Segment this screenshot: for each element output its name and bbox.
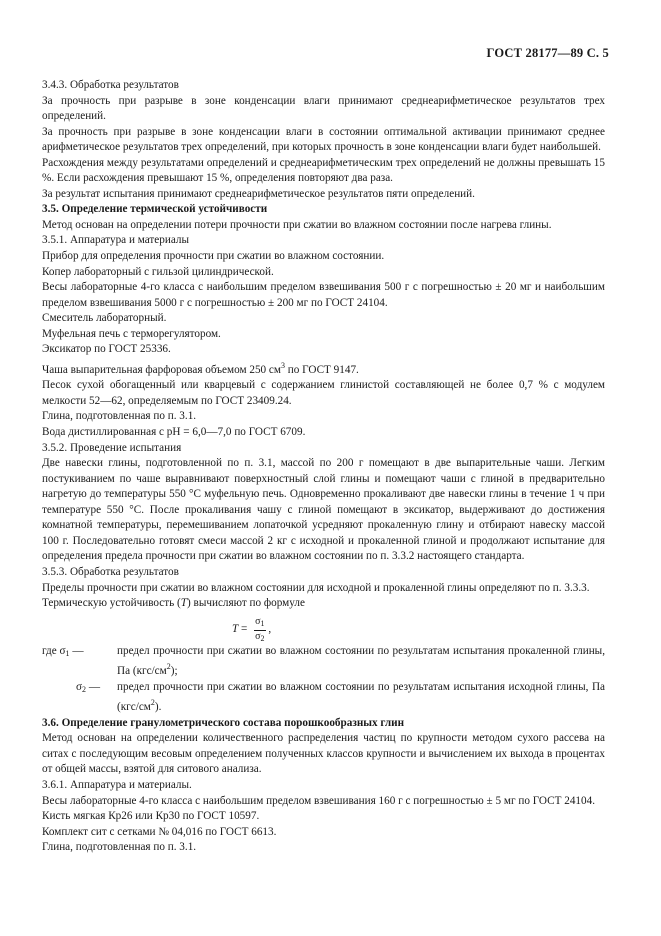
definition-row — [42, 680, 605, 716]
superscript: 2 — [150, 698, 155, 708]
definition-text — [117, 680, 605, 716]
list-item: Весы лабораторные 4-го класса с наибольшим пределом взвешивания 500 г с погрешностью ± 20 мг и наибольшим пределом взвешивания 5000 г с погрешностью ± 200 мг по ГОСТ 24104. — [42, 281, 605, 309]
list-item: Песок сухой обогащенный или кварцевый с содержанием глинистой составляющей не более 0,7 % с модулем мелкости 52—62, определяемым по ГОСТ 23409.24. — [42, 379, 605, 407]
text: Чаша выпарительная фарфоровая объемом 250 см — [42, 363, 281, 376]
text: по ГОСТ 9147. — [284, 363, 359, 376]
list-item — [42, 358, 605, 379]
paragraph: Две навески глины, подготовленной по п. 3.1, массой по 200 г помещают в две выпарительные чаши. Легким постукиванием по чаше выравнивают поверхностный слой глины и помещают чаши с глиной в предварительно нагретую до температуры 550 °C муфельную печь. Одновременно прокаливают две навески глины в течение 1 ч при температуре 550 °C. После прокаливания чашу с глиной помещают в эксикатор, выдерживают до достижения комнатной температуры, перемешиванием лопаточкой усредняют прокаленную глину и отбирают навеску массой 100 г. Последовательно готовят смеси массой 2 кг с исходной и прокаленной глиной и продолжают испытание для определения предела прочности при сжатии во влажном состоянии по п. 3.3.2 настоящего стандарта. — [42, 457, 605, 563]
paragraph: Метод основан на определении потери прочности при сжатии во влажном состоянии после нагрева глины. — [42, 218, 552, 231]
subsection-3-5-3: 3.5.3. Обработка результатов — [42, 565, 179, 578]
formula-lhs: T — [232, 623, 239, 636]
definition-label — [42, 644, 117, 680]
formula-expression — [232, 616, 271, 645]
text: σ — [76, 680, 83, 693]
paragraph: Метод основан на определении количественного распределения частиц по крупности методом сухого рассева на ситах с последующим весовым определением полученных классов крупности и вычислением их выхода в процентах от общей массы, взятой для ситового анализа. — [42, 732, 605, 776]
text: — — [86, 680, 101, 693]
formula — [42, 612, 605, 644]
subsection-3-5-2: 3.5.2. Проведение испытания — [42, 441, 182, 454]
subscript: 1 — [260, 618, 265, 628]
text: ) вычисляют по формуле — [187, 597, 305, 610]
formula-denominator — [255, 631, 264, 645]
section-heading-3-6: 3.6. Определение гранулометрического состава порошкообразных глин — [42, 716, 405, 729]
subsection-3-4-3: 3.4.3. Обработка результатов — [42, 79, 179, 91]
list-item: Смеситель лабораторный. — [42, 312, 167, 325]
list-item: Муфельная печь с терморегулятором. — [42, 327, 221, 340]
list-item: Кисть мягкая Кр26 или Кр30 по ГОСТ 10597. — [42, 810, 260, 823]
section-heading-3-5: 3.5. Определение термической устойчивости — [42, 203, 268, 216]
subscript: 2 — [260, 633, 265, 643]
formula-equals: = — [238, 623, 251, 636]
text: ). — [154, 701, 162, 714]
definition-text — [117, 644, 605, 680]
list-item: Вода дистиллированная с pH = 6,0—7,0 по ГОСТ 6709. — [42, 426, 306, 439]
definition-row — [42, 644, 605, 680]
text: где σ — [42, 644, 66, 657]
text: ); — [170, 665, 178, 678]
sigma: σ — [255, 615, 261, 627]
paragraph: Пределы прочности при сжатии во влажном состоянии для исходной и прокаленной глины определяют по п. 3.3.3. — [42, 581, 590, 594]
subsection-3-6-1: 3.6.1. Аппаратура и материалы. — [42, 778, 192, 791]
list-item: Копер лабораторный с гильзой цилиндрической. — [42, 265, 274, 278]
superscript: 2 — [166, 662, 171, 672]
page-header: ГОСТ 28177—89 С. 5 — [486, 46, 609, 60]
sigma: σ — [255, 630, 261, 642]
formula-numerator — [254, 616, 265, 631]
list-item: Эксикатор по ГОСТ 25336. — [42, 343, 171, 356]
subscript: 2 — [82, 684, 87, 694]
formula-comma: , — [265, 623, 272, 636]
paragraph: За результат испытания принимают среднеарифметическое результатов пяти определений. — [42, 187, 475, 200]
list-item: Глина, подготовленная по п. 3.1. — [42, 841, 197, 854]
list-item: Прибор для определения прочности при сжатии во влажном состоянии. — [42, 250, 385, 263]
paragraph — [42, 596, 605, 612]
document-body — [42, 78, 605, 856]
list-item: Весы лабораторные 4-го класса с наибольшим пределом взвешивания 160 г с погрешностью ± 5 мг по ГОСТ 24104. — [42, 794, 595, 807]
superscript: 3 — [280, 360, 285, 370]
text: предел прочности при сжатии во влажном состоянии по результатам испытания исходной глины, Па (кгс/см — [117, 680, 605, 714]
definition-label — [42, 680, 117, 716]
paragraph: За прочность при разрыве в зоне конденсации влаги в состоянии оптимальной активации принимают среднее арифметическое результатов трех определений, при которых прочность в зоне конденсации влаги будет наибольшей. — [42, 125, 605, 154]
list-item: Глина, подготовленная по п. 3.1. — [42, 410, 197, 423]
formula-fraction — [254, 616, 265, 645]
text: предел прочности при сжатии во влажном состоянии по результатам испытания прокаленной глины, Па (кгс/см — [117, 644, 605, 678]
text: — — [69, 644, 84, 657]
variable: T — [180, 597, 188, 610]
list-item: Комплект сит с сетками № 04,016 по ГОСТ 6613. — [42, 825, 277, 838]
text: Термическую устойчивость ( — [42, 597, 181, 610]
subsection-3-5-1: 3.5.1. Аппаратура и материалы — [42, 234, 190, 247]
paragraph: За прочность при разрыве в зоне конденсации влаги принимают среднеарифметическое результатов трех определений. — [42, 94, 605, 123]
subscript: 1 — [65, 648, 70, 658]
paragraph: Расхождения между результатами определений и среднеарифметическим трех определений не должны превышать 15 %. Если расхождения превышают 15 %, определения повторяют два раза. — [42, 156, 605, 185]
definitions — [42, 644, 605, 716]
